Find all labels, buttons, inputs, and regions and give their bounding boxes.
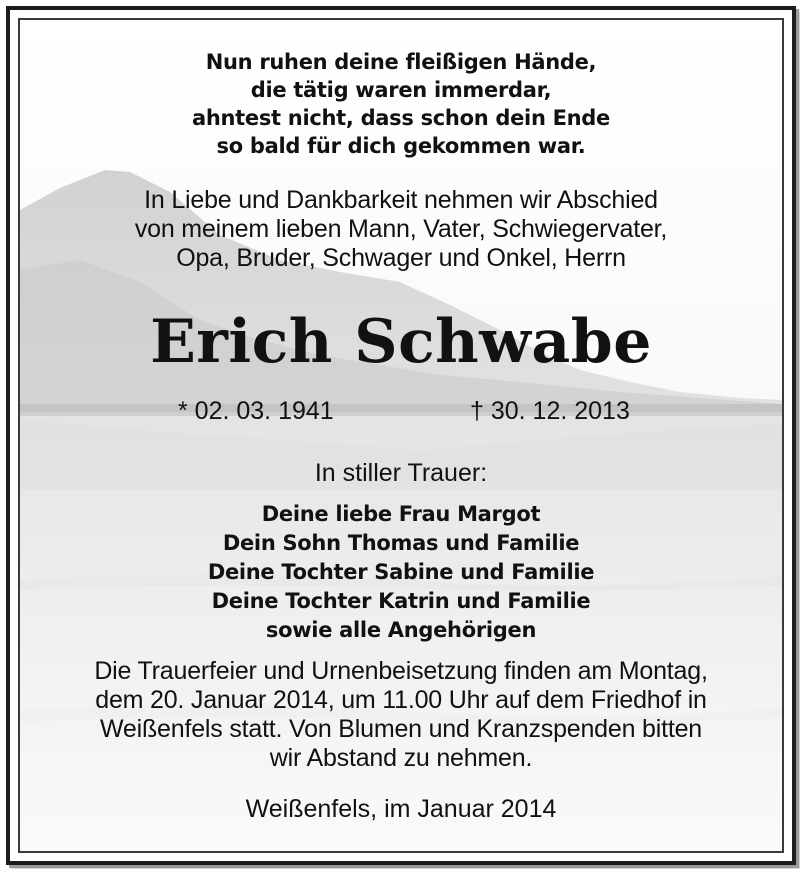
verse-line: die tätig waren immerdar, <box>250 78 552 102</box>
verse <box>20 48 782 160</box>
death-date: † 30. 12. 2013 <box>470 397 630 425</box>
birth-date: * 02. 03. 1941 <box>178 397 334 425</box>
intro-line: In Liebe und Dankbarkeit nehmen wir Abschied <box>144 186 658 214</box>
mourner-line: Deine Tochter Sabine und Familie <box>207 560 595 584</box>
mourner-line: Deine liebe Frau Margot <box>261 502 541 526</box>
ceremony-line: Weißenfels statt. Von Blumen und Kranzspenden bitten <box>99 715 702 743</box>
verse-line: ahntest nicht, dass schon dein Ende <box>192 106 610 130</box>
mourner-line: Dein Sohn Thomas und Familie <box>222 531 580 555</box>
intro-text <box>20 186 782 273</box>
ceremony-line: wir Abstand zu nehmen. <box>269 744 533 772</box>
verse-line: Nun ruhen deine fleißigen Hände, <box>205 50 597 74</box>
obituary-content <box>20 20 782 851</box>
outer-frame <box>6 6 796 865</box>
ceremony-notice <box>20 657 782 773</box>
ceremony-line: dem 20. Januar 2014, um 11.00 Uhr auf dem Friedhof in <box>95 686 707 714</box>
life-dates <box>20 394 782 428</box>
intro-line: von meinem lieben Mann, Vater, Schwiegervater, <box>134 215 668 243</box>
mourners-list <box>20 500 782 645</box>
place-and-date: Weißenfels, im Januar 2014 <box>245 795 557 823</box>
verse-line: so bald für dich gekommen war. <box>216 134 586 158</box>
mourner-line: sowie alle Angehörigen <box>265 618 537 642</box>
intro-line: Opa, Bruder, Schwager und Onkel, Herrn <box>176 244 626 272</box>
mourner-line: Deine Tochter Katrin und Familie <box>211 589 591 613</box>
ceremony-line: Die Trauerfeier und Urnenbeisetzung finden am Montag, <box>94 657 708 685</box>
deceased-name: Erich Schwabe <box>150 307 652 377</box>
mourning-label: In stiller Trauer: <box>314 459 488 487</box>
inner-frame <box>18 18 784 853</box>
